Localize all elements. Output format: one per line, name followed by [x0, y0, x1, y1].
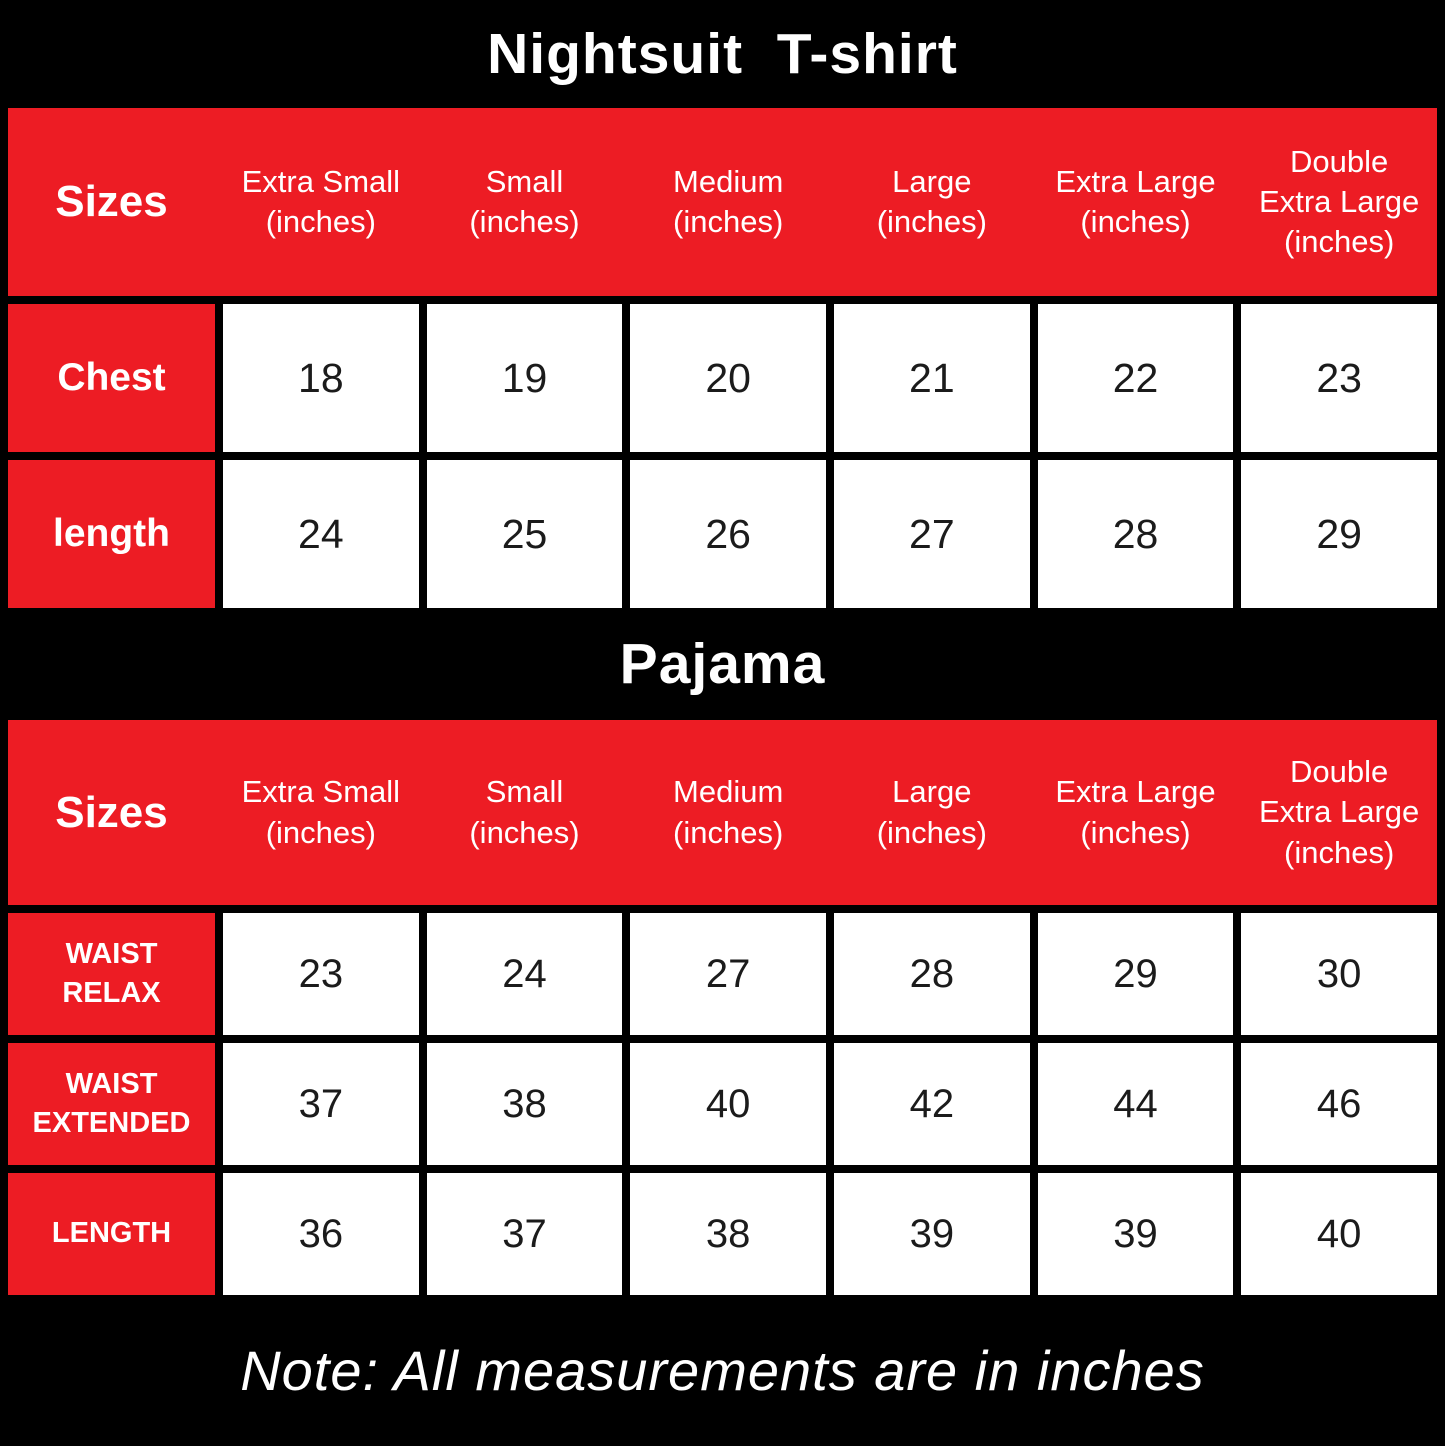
pajama-waist-relax-s: 24 [427, 913, 623, 1035]
pajama-waist-relax-xl: 29 [1038, 913, 1234, 1035]
pajama-waist-extended-xl: 44 [1038, 1043, 1234, 1165]
tshirt-header-col-xs: Extra Small (inches) [241, 163, 401, 239]
pajama-waist-relax-m: 27 [630, 913, 826, 1035]
tshirt-chest-m: 20 [630, 304, 826, 452]
pajama-size-table [0, 720, 1445, 1295]
tshirt-length-m: 26 [630, 460, 826, 608]
pajama-header-col-l: Large (inches) [876, 774, 987, 850]
pajama-length-xxl: 40 [1241, 1173, 1437, 1295]
pajama-waist-relax-xs: 23 [223, 913, 419, 1035]
pajama-row-label-waist-extended: WAIST EXTENDED [8, 1043, 215, 1165]
tshirt-header-col-l: Large (inches) [876, 163, 987, 239]
pajama-waist-extended-xs: 37 [223, 1043, 419, 1165]
tshirt-length-xxl: 29 [1241, 460, 1437, 608]
tshirt-header-row [8, 108, 1437, 296]
pajama-waist-extended-s: 38 [427, 1043, 623, 1165]
pajama-header-col-xs: Extra Small (inches) [241, 774, 401, 850]
pajama-length-l: 39 [834, 1173, 1030, 1295]
tshirt-length-l: 27 [834, 460, 1030, 608]
pajama-header-col-xl: Extra Large (inches) [1055, 774, 1216, 850]
pajama-waist-extended-m: 40 [630, 1043, 826, 1165]
pajama-length-m: 38 [630, 1173, 826, 1295]
pajama-header-sizes: Sizes [55, 787, 168, 837]
pajama-length-xs: 36 [223, 1173, 419, 1295]
tshirt-header-col-m: Medium (inches) [673, 163, 784, 239]
pajama-waist-relax-xxl: 30 [1241, 913, 1437, 1035]
tshirt-header-col-xl: Extra Large (inches) [1055, 163, 1216, 239]
tshirt-chest-xl: 22 [1038, 304, 1234, 452]
tshirt-chest-xs: 18 [223, 304, 419, 452]
pajama-section-title: Pajama [619, 632, 826, 696]
pajama-header-col-m: Medium (inches) [673, 774, 784, 850]
pajama-header-col-s: Small (inches) [469, 774, 580, 850]
tshirt-row-label-chest: Chest [8, 304, 215, 452]
tshirt-chest-s: 19 [427, 304, 623, 452]
pajama-waist-extended-l: 42 [834, 1043, 1030, 1165]
tshirt-size-table [0, 108, 1445, 608]
pajama-row-label-waist-relax: WAIST RELAX [8, 913, 215, 1035]
pajama-row-label-length: LENGTH [8, 1173, 215, 1295]
pajama-waist-extended-xxl: 46 [1241, 1043, 1437, 1165]
pajama-length-s: 37 [427, 1173, 623, 1295]
tshirt-chest-xxl: 23 [1241, 304, 1437, 452]
pajama-header-col-xxl: Double Extra Large (inches) [1259, 754, 1420, 870]
tshirt-section-title: Nightsuit T-shirt [487, 22, 958, 86]
tshirt-header-col-s: Small (inches) [469, 163, 580, 239]
pajama-length-xl: 39 [1038, 1173, 1234, 1295]
tshirt-length-xs: 24 [223, 460, 419, 608]
tshirt-length-s: 25 [427, 460, 623, 608]
pajama-header-row [8, 720, 1437, 905]
measurement-note: Note: All measurements are in inches [240, 1339, 1205, 1402]
tshirt-length-xl: 28 [1038, 460, 1234, 608]
tshirt-row-label-length: length [8, 460, 215, 608]
tshirt-header-col-xxl: Double Extra Large (inches) [1259, 143, 1420, 260]
tshirt-chest-l: 21 [834, 304, 1030, 452]
tshirt-header-sizes: Sizes [55, 177, 168, 227]
pajama-waist-relax-l: 28 [834, 913, 1030, 1035]
